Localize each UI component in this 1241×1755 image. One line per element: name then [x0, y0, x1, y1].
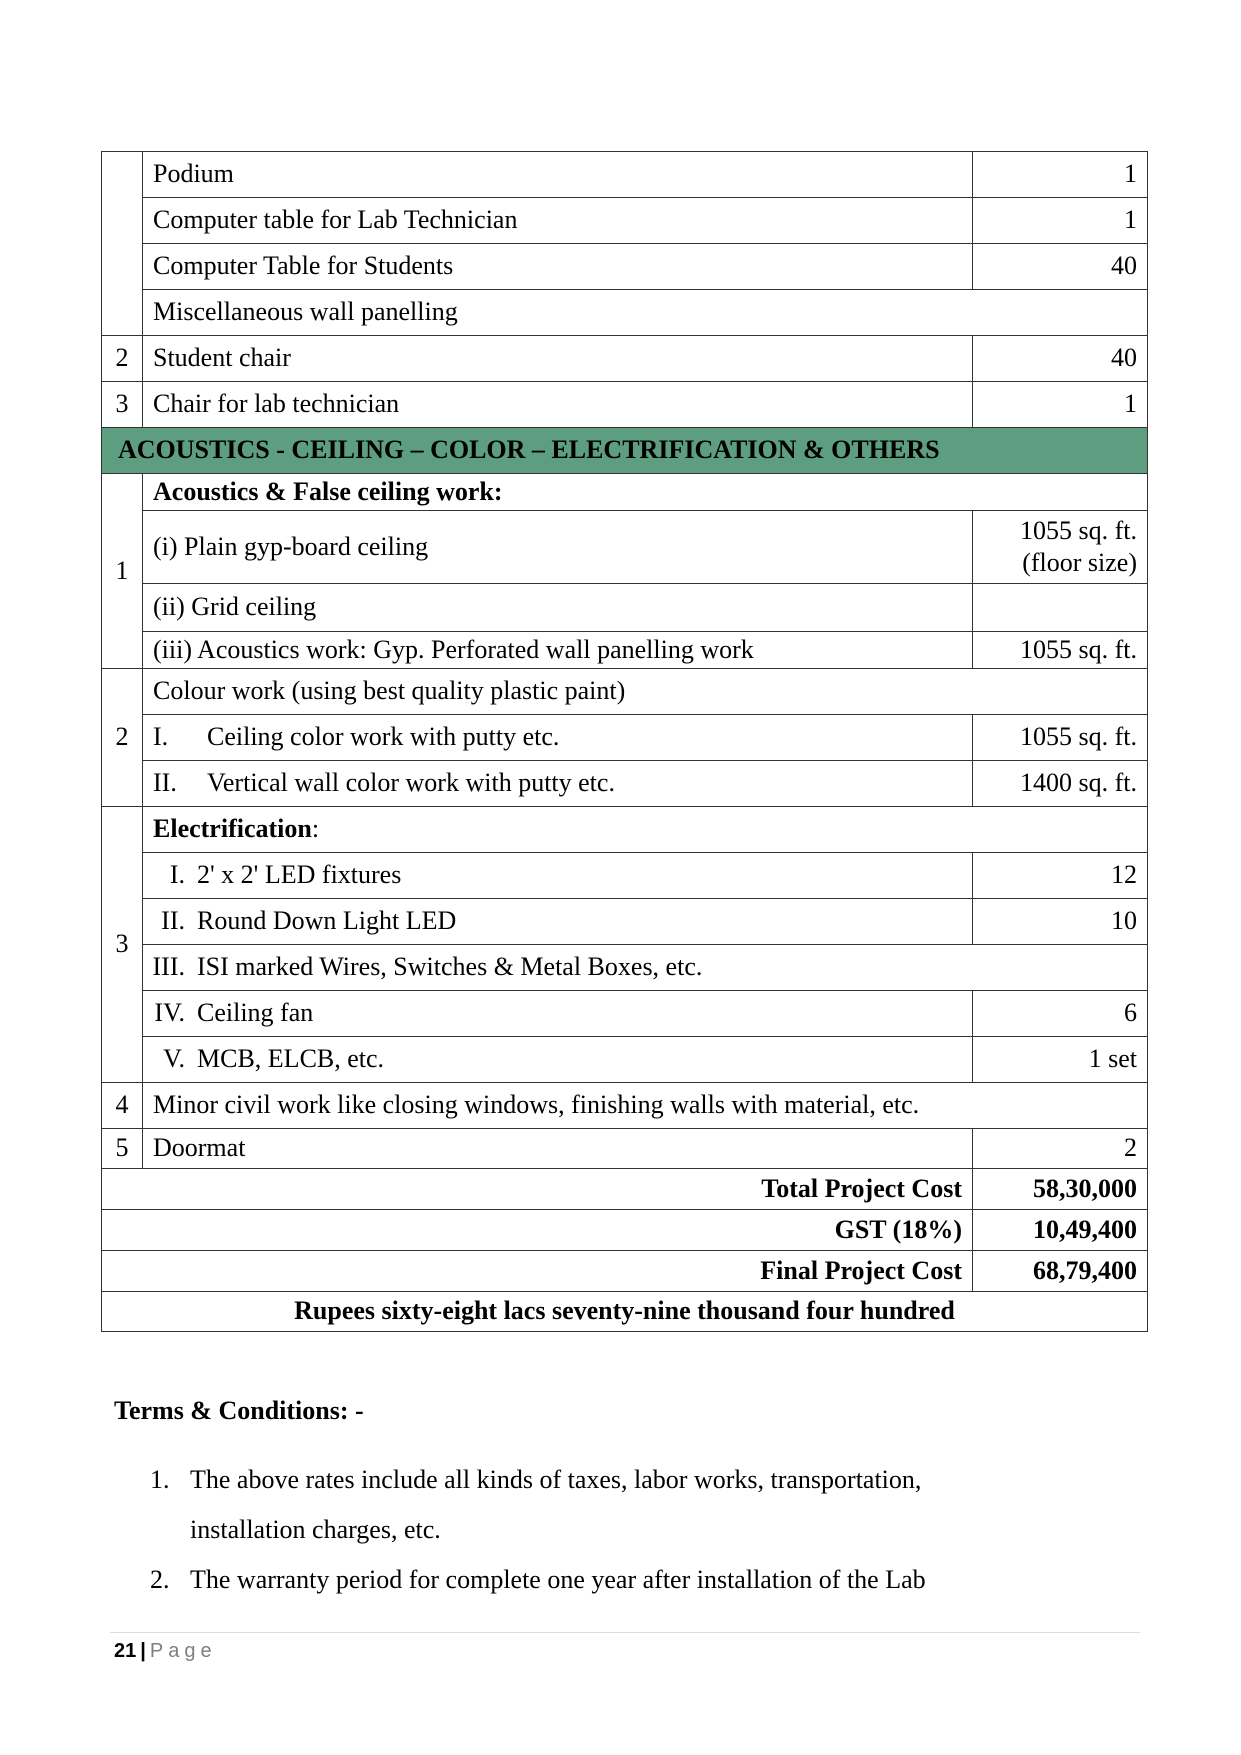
- item-text: Ceiling color work with putty etc.: [207, 722, 560, 752]
- qty-line: (floor size): [1022, 548, 1137, 577]
- heading-text: Electrification: [153, 814, 312, 844]
- table-row: [102, 584, 1148, 632]
- list-item: [150, 1555, 1050, 1605]
- sn-cell: 5: [102, 1129, 143, 1169]
- item-cell: [143, 853, 973, 899]
- item-cell: Chair for lab technician: [143, 382, 973, 428]
- gst-value: 10,49,400: [973, 1210, 1148, 1251]
- qty-line: 1055 sq. ft.: [1020, 515, 1137, 545]
- table-row: [102, 1037, 1148, 1083]
- qty-cell: 40: [973, 244, 1148, 290]
- total-row: [102, 1169, 1148, 1210]
- item-cell: [143, 1037, 973, 1083]
- terms-heading: Terms & Conditions: -: [114, 1396, 364, 1425]
- total-label: Total Project Cost: [102, 1169, 973, 1210]
- list-number: 2.: [150, 1565, 170, 1594]
- total-value: 58,30,000: [973, 1169, 1148, 1210]
- table-row: [102, 761, 1148, 807]
- roman-numeral: II.: [161, 906, 185, 936]
- item-text: ISI marked Wires, Switches & Metal Boxes, etc.: [197, 952, 703, 982]
- item-cell: [143, 945, 1148, 991]
- item-cell: [143, 715, 973, 761]
- gst-label: GST (18%): [102, 1210, 973, 1251]
- item-cell: Student chair: [143, 336, 973, 382]
- table-row: [102, 807, 1148, 853]
- qty-cell: [973, 511, 1148, 584]
- item-cell: [143, 991, 973, 1037]
- page-footer: [114, 1640, 217, 1663]
- table-row: [102, 632, 1148, 669]
- list-line: The warranty period for complete one year after installation of the Lab: [190, 1565, 926, 1594]
- table-row: [102, 945, 1148, 991]
- sn-cell: 3: [102, 382, 143, 428]
- section-header-row: [102, 428, 1148, 474]
- final-value: 68,79,400: [973, 1251, 1148, 1292]
- words-row: [102, 1292, 1148, 1332]
- table-row: [102, 1083, 1148, 1129]
- table-row: [102, 382, 1148, 428]
- qty-cell: 10: [973, 899, 1148, 945]
- qty-cell: 1 set: [973, 1037, 1148, 1083]
- item-cell: (iii) Acoustics work: Gyp. Perforated wall panelling work: [143, 632, 973, 669]
- sn-cell: 3: [102, 807, 143, 1083]
- page-number: 21: [114, 1640, 137, 1662]
- item-cell: Computer Table for Students: [143, 244, 973, 290]
- roman-numeral: IV.: [154, 998, 185, 1028]
- list-line: installation charges, etc.: [190, 1515, 441, 1544]
- qty-cell: 1400 sq. ft.: [973, 761, 1148, 807]
- item-cell: Podium: [143, 152, 973, 198]
- qty-cell: [973, 584, 1148, 632]
- qty-cell: 6: [973, 991, 1148, 1037]
- qty-cell: 1055 sq. ft.: [973, 632, 1148, 669]
- table-row: [102, 152, 1148, 198]
- total-row: [102, 1210, 1148, 1251]
- roman-numeral: II.: [153, 768, 177, 798]
- footer-separator: |: [140, 1640, 146, 1662]
- table-row: [102, 511, 1148, 584]
- qty-cell: 1: [973, 152, 1148, 198]
- table-row: [102, 1129, 1148, 1169]
- table-row: [102, 244, 1148, 290]
- table-row: [102, 853, 1148, 899]
- qty-cell: 40: [973, 336, 1148, 382]
- item-cell: Computer table for Lab Technician: [143, 198, 973, 244]
- roman-numeral: I.: [153, 722, 169, 752]
- electrification-heading: [143, 807, 1148, 853]
- item-cell: Miscellaneous wall panelling: [143, 290, 1148, 336]
- qty-cell: 1055 sq. ft.: [973, 715, 1148, 761]
- page-label: Page: [149, 1640, 217, 1662]
- footer-divider: [110, 1632, 1140, 1633]
- item-cell: Minor civil work like closing windows, finishing walls with material, etc.: [143, 1083, 1148, 1129]
- sn-cell: 2: [102, 669, 143, 807]
- table-row: [102, 198, 1148, 244]
- table-row: [102, 290, 1148, 336]
- roman-numeral: III.: [152, 952, 185, 982]
- item-text: Vertical wall color work with putty etc.: [207, 768, 615, 798]
- amount-in-words: Rupees sixty-eight lacs seventy-nine thousand four hundred: [102, 1292, 1148, 1332]
- list-text: [190, 1455, 921, 1555]
- sn-cell: 1: [102, 474, 143, 669]
- terms-list: [150, 1455, 1050, 1605]
- final-label: Final Project Cost: [102, 1251, 973, 1292]
- item-text: MCB, ELCB, etc.: [197, 1044, 385, 1074]
- table-row: [102, 474, 1148, 511]
- item-text: Round Down Light LED: [197, 906, 457, 936]
- item-cell: [143, 899, 973, 945]
- section-header: ACOUSTICS - CEILING – COLOR – ELECTRIFICATION & OTHERS: [102, 428, 1148, 474]
- list-line: The above rates include all kinds of taxes, labor works, transportation,: [190, 1465, 922, 1494]
- list-number: 1.: [150, 1465, 170, 1494]
- total-row: [102, 1251, 1148, 1292]
- item-cell: Doormat: [143, 1129, 973, 1169]
- item-text: 2' x 2' LED fixtures: [197, 860, 402, 890]
- sn-cell: 2: [102, 336, 143, 382]
- table-row: [102, 899, 1148, 945]
- item-text: Ceiling fan: [197, 998, 314, 1028]
- heading-suffix: :: [311, 814, 320, 844]
- qty-cell: 1: [973, 382, 1148, 428]
- table-row: [102, 991, 1148, 1037]
- qty-cell: 12: [973, 853, 1148, 899]
- item-cell: [143, 761, 973, 807]
- item-cell: (i) Plain gyp-board ceiling: [143, 511, 973, 584]
- qty-cell: 2: [973, 1129, 1148, 1169]
- item-cell: (ii) Grid ceiling: [143, 584, 973, 632]
- acoustics-heading: Acoustics & False ceiling work:: [143, 474, 1148, 511]
- sn-cell: [102, 152, 143, 336]
- qty-cell: 1: [973, 198, 1148, 244]
- table-row: [102, 715, 1148, 761]
- table-row: [102, 669, 1148, 715]
- cost-table: [101, 151, 1148, 1332]
- sn-cell: 4: [102, 1083, 143, 1129]
- table-row: [102, 336, 1148, 382]
- list-item: [150, 1455, 1050, 1555]
- roman-numeral: V.: [163, 1044, 185, 1074]
- colour-heading: Colour work (using best quality plastic paint): [143, 669, 1148, 715]
- roman-numeral: I.: [169, 860, 185, 890]
